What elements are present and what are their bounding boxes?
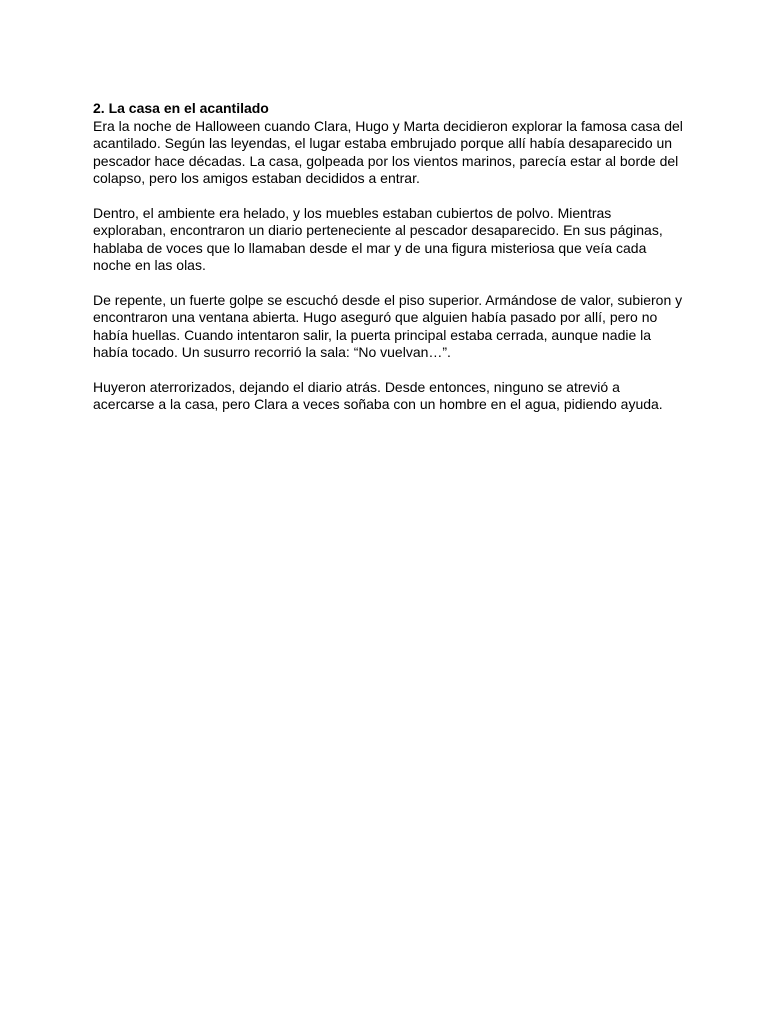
story-title: 2. La casa en el acantilado <box>93 100 269 116</box>
story-section <box>93 100 683 431</box>
story-paragraph-3: De repente, un fuerte golpe se escuchó desde el piso superior. Armándose de valor, subieron y encontraron una ventana abierta. Hugo aseguró que alguien había pasado por allí, pero no había huellas. Cuando intentaron salir, la puerta principal estaba cerrada, aunque nadie la había tocado. Un susurro recorrió la sala: “No vuelvan…”. <box>93 291 683 360</box>
story-paragraph-1: Era la noche de Halloween cuando Clara, Hugo y Marta decidieron explorar la famosa casa del acantilado. Según las leyendas, el lugar estaba embrujado porque allí había desaparecido un pescador hace décadas. La casa, golpeada por los vientos marinos, parecía estar al borde del colapso, pero los amigos estaban decididos a entrar. <box>93 117 683 186</box>
story-paragraph-4: Huyeron aterrorizados, dejando el diario atrás. Desde entonces, ninguno se atrevió a acercarse a la casa, pero Clara a veces soñaba con un hombre en el agua, pidiendo ayuda. <box>93 378 663 412</box>
story-paragraph-2: Dentro, el ambiente era helado, y los muebles estaban cubiertos de polvo. Mientras exploraban, encontraron un diario perteneciente al pescador desaparecido. En sus páginas, hablaba de voces que lo llamaban desde el mar y de una figura misteriosa que veía cada noche en las olas. <box>93 204 663 273</box>
